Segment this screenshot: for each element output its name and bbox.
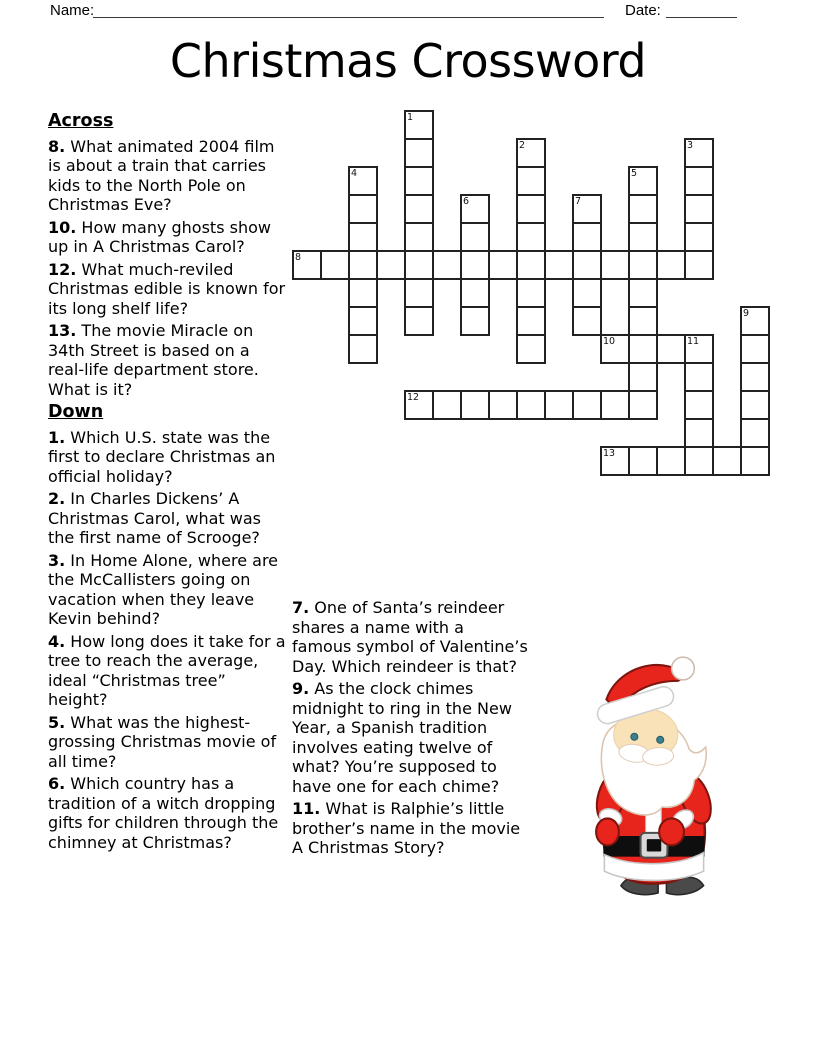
- clue: 10. How many ghosts show up in A Christmas Carol?: [48, 217, 271, 256]
- grid-cell[interactable]: [628, 362, 658, 392]
- grid-cell[interactable]: [460, 390, 490, 420]
- grid-cell[interactable]: [740, 390, 770, 420]
- clue: 11. What is Ralphie’s little brother’s name in the movie A Christmas Story?: [292, 799, 521, 857]
- grid-cell[interactable]: [572, 306, 602, 336]
- santa-eye-left: [631, 733, 638, 740]
- clue-number: 6.: [48, 774, 66, 793]
- across-clues: [48, 137, 288, 400]
- grid-cell[interactable]: [740, 418, 770, 448]
- grid-cell[interactable]: [740, 446, 770, 476]
- name-label: Name:: [50, 2, 95, 19]
- grid-cell[interactable]: [404, 278, 434, 308]
- grid-cell[interactable]: [404, 390, 434, 420]
- grid-cell[interactable]: [488, 250, 518, 280]
- grid-cell[interactable]: [516, 306, 546, 336]
- grid-cell[interactable]: [432, 390, 462, 420]
- clue-number: 9.: [292, 679, 310, 698]
- grid-cell[interactable]: [376, 250, 406, 280]
- cell-number: 4: [351, 168, 358, 179]
- date-label: Date:: [625, 2, 661, 19]
- grid-cell[interactable]: [572, 250, 602, 280]
- grid-cell[interactable]: [404, 250, 434, 280]
- cell-number: 7: [575, 196, 582, 207]
- grid-cell[interactable]: [516, 390, 546, 420]
- grid-cell[interactable]: [600, 390, 630, 420]
- santa-hat-pompom: [672, 657, 695, 680]
- grid-cell[interactable]: [656, 334, 686, 364]
- clue-number: 7.: [292, 598, 310, 617]
- grid-cell[interactable]: [684, 334, 714, 364]
- grid-cell[interactable]: [656, 250, 686, 280]
- clues-column-right: [292, 598, 528, 861]
- grid-cell[interactable]: [544, 390, 574, 420]
- grid-cell[interactable]: [684, 418, 714, 448]
- grid-cell[interactable]: [628, 166, 658, 196]
- grid-cell[interactable]: [460, 194, 490, 224]
- down-clues-right: [292, 598, 528, 858]
- clue: 3. In Home Alone, where are the McCallisters going on vacation when they leave Kevin behind?: [48, 550, 279, 628]
- grid-cell[interactable]: [740, 362, 770, 392]
- clue: 8. What animated 2004 film is about a train that carries kids to the North Pole on Christmas Eve?: [48, 136, 275, 214]
- grid-cell[interactable]: [600, 250, 630, 280]
- grid-cell[interactable]: [684, 362, 714, 392]
- grid-cell[interactable]: [572, 390, 602, 420]
- grid-cell[interactable]: [740, 334, 770, 364]
- grid-cell[interactable]: [404, 138, 434, 168]
- grid-cell[interactable]: [628, 194, 658, 224]
- cell-number: 3: [687, 140, 694, 151]
- clue-number: 12.: [48, 259, 77, 279]
- grid-cell[interactable]: [572, 194, 602, 224]
- grid-cell[interactable]: [684, 446, 714, 476]
- clue-number: 10.: [48, 217, 77, 237]
- grid-cell[interactable]: [628, 222, 658, 252]
- cell-number: 1: [407, 112, 414, 123]
- clue: 13. The movie Miracle on 34th Street is based on a real-life department store. What is it?: [48, 321, 259, 399]
- clue: 1. Which U.S. state was the first to declare Christmas an official holiday?: [48, 427, 276, 486]
- cell-number: 8: [295, 252, 302, 263]
- grid-cell[interactable]: [460, 250, 490, 280]
- grid-cell[interactable]: [348, 166, 378, 196]
- grid-cell[interactable]: [404, 166, 434, 196]
- grid-cell[interactable]: [348, 222, 378, 252]
- grid-cell[interactable]: [628, 446, 658, 476]
- grid-cell[interactable]: [684, 194, 714, 224]
- grid-cell[interactable]: [628, 250, 658, 280]
- grid-cell[interactable]: [600, 446, 630, 476]
- santa-mitten-left: [596, 818, 619, 845]
- grid-cell[interactable]: [348, 250, 378, 280]
- cell-number: 13: [603, 448, 616, 459]
- clue: 5. What was the highest-grossing Christmas movie of all time?: [48, 712, 277, 771]
- cell-number: 10: [603, 336, 616, 347]
- cell-number: 9: [743, 308, 750, 319]
- grid-cell[interactable]: [348, 194, 378, 224]
- grid-cell[interactable]: [404, 110, 434, 140]
- clue-number: 5.: [48, 712, 66, 732]
- grid-cell[interactable]: [348, 306, 378, 336]
- grid-cell[interactable]: [544, 250, 574, 280]
- grid-cell[interactable]: [628, 306, 658, 336]
- santa-buckle-center: [647, 839, 661, 851]
- grid-cell[interactable]: [684, 138, 714, 168]
- grid-cell[interactable]: [684, 250, 714, 280]
- clue: 7. One of Santa’s reindeer shares a name with a famous symbol of Valentine’s Day. Which reindeer is that?: [292, 598, 528, 676]
- santa-mitten-right: [659, 818, 684, 845]
- grid-cell[interactable]: [460, 306, 490, 336]
- grid-cell[interactable]: [572, 278, 602, 308]
- down-clues-left: [48, 428, 288, 853]
- grid-cell[interactable]: [628, 278, 658, 308]
- santa-image: [594, 654, 714, 897]
- grid-cell[interactable]: [516, 138, 546, 168]
- clue-number: 13.: [48, 321, 77, 340]
- grid-cell[interactable]: [684, 166, 714, 196]
- grid-cell[interactable]: [740, 306, 770, 336]
- grid-cell[interactable]: [348, 278, 378, 308]
- clue-number: 2.: [48, 489, 66, 508]
- clue: 2. In Charles Dickens’ A Christmas Carol, what was the first name of Scrooge?: [48, 489, 261, 547]
- clue: 12. What much-reviled Christmas edible is known for its long shelf life?: [48, 259, 286, 318]
- grid-cell[interactable]: [404, 194, 434, 224]
- grid-cell[interactable]: [572, 222, 602, 252]
- cell-number: 5: [631, 168, 638, 179]
- clue-number: 8.: [48, 136, 66, 156]
- across-heading: Across: [48, 111, 114, 131]
- grid-cell[interactable]: [656, 446, 686, 476]
- clue: 6. Which country has a tradition of a witch dropping gifts for children through the chimney at Christmas?: [48, 774, 279, 852]
- grid-cell[interactable]: [320, 250, 350, 280]
- date-blank-line: [666, 17, 737, 18]
- grid-cell[interactable]: [516, 334, 546, 364]
- down-heading: Down: [48, 402, 104, 422]
- grid-cell[interactable]: [684, 390, 714, 420]
- clue-number: 3.: [48, 550, 66, 570]
- grid-cell[interactable]: [516, 222, 546, 252]
- name-blank-line: [93, 17, 604, 18]
- grid-cell[interactable]: [516, 194, 546, 224]
- grid-cell[interactable]: [516, 166, 546, 196]
- clues-column-left: [48, 112, 288, 855]
- grid-cell[interactable]: [460, 222, 490, 252]
- grid-cell[interactable]: [404, 222, 434, 252]
- clue-number: 4.: [48, 631, 66, 651]
- grid-cell[interactable]: [404, 306, 434, 336]
- grid-cell[interactable]: [348, 334, 378, 364]
- cell-number: 6: [463, 196, 470, 207]
- grid-cell[interactable]: [516, 278, 546, 308]
- grid-cell[interactable]: [628, 390, 658, 420]
- cell-number: 11: [687, 336, 700, 347]
- clue-number: 11.: [292, 799, 321, 818]
- cell-number: 12: [407, 392, 420, 403]
- grid-cell[interactable]: [684, 222, 714, 252]
- clue-number: 1.: [48, 427, 66, 447]
- grid-cell[interactable]: [488, 390, 518, 420]
- grid-cell[interactable]: [460, 278, 490, 308]
- clue: 9. As the clock chimes midnight to ring in the New Year, a Spanish tradition involves eating twelve of what? You’re supposed to have one for each chime?: [292, 679, 512, 796]
- grid-cell[interactable]: [628, 334, 658, 364]
- grid-cell[interactable]: [292, 250, 322, 280]
- grid-cell[interactable]: [600, 334, 630, 364]
- grid-cell[interactable]: [712, 446, 742, 476]
- clue: 4. How long does it take for a tree to reach the average, ideal “Christmas tree” height?: [48, 631, 286, 709]
- page-title: Christmas Crossword: [169, 34, 647, 88]
- grid-cell[interactable]: [432, 250, 462, 280]
- santa-eye-right: [657, 736, 664, 743]
- cell-number: 2: [519, 140, 526, 151]
- grid-cell[interactable]: [516, 250, 546, 280]
